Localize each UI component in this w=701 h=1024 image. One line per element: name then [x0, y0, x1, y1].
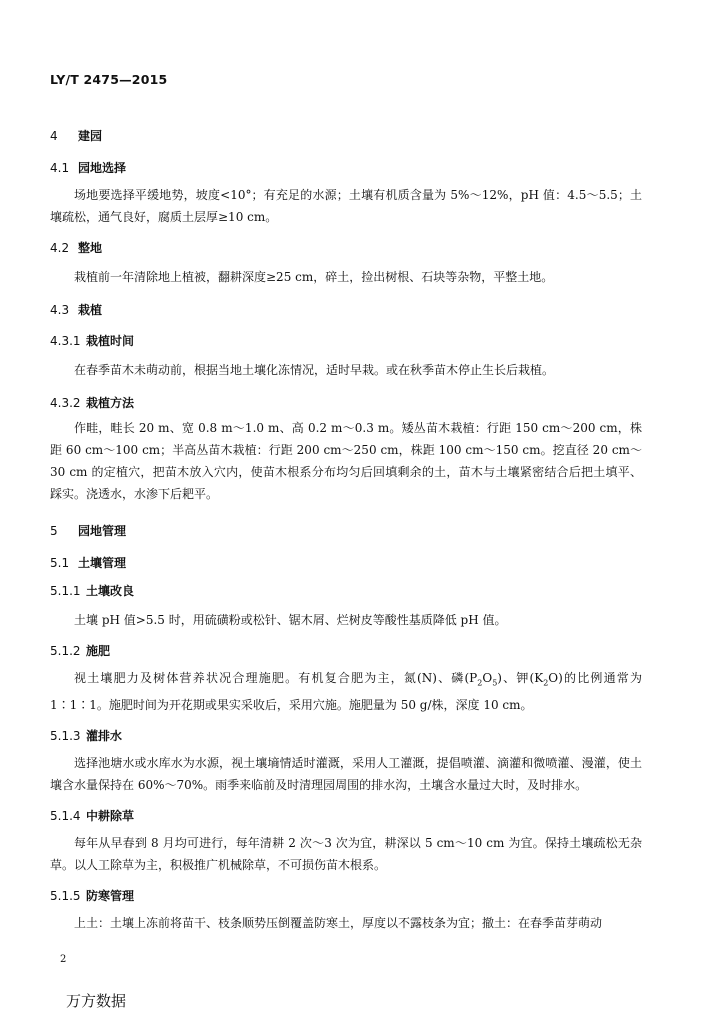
section-number: 4.2 — [50, 241, 70, 255]
section-heading-5-1-4 — [50, 808, 642, 824]
section-heading-4 — [50, 128, 642, 144]
section-number: 4.3.1 — [50, 334, 81, 348]
paragraph-5-1-1: 土壤 pH 值>5.5 时，用硫磺粉或松针、锯木屑、烂树皮等酸性基质降低 pH 值。 — [74, 613, 507, 627]
section-number: 4.1 — [50, 161, 70, 175]
paragraph-4-2: 栽植前一年清除地上植被，翻耕深度≥25 cm，碎土，捡出树根、石块等杂物，平整土地。 — [74, 270, 554, 284]
section-number: 4.3.2 — [50, 396, 81, 410]
subscript: 2 — [543, 678, 549, 688]
section-number: 5.1.1 — [50, 584, 81, 598]
standard-number-header: LY/T 2475—2015 — [50, 72, 168, 87]
section-title: 土壤管理 — [78, 556, 127, 570]
section-heading-5 — [50, 523, 642, 539]
paragraph-5-1-5: 上土：土壤上冻前将苗干、枝条顺势压倒覆盖防寒土，厚度以不露枝条为宜；撤土：在春季苗芽萌动 — [74, 916, 603, 931]
section-heading-4-1 — [50, 160, 642, 176]
watermark-text: 万方数据 — [66, 992, 127, 1010]
paragraph-4-1: 场地要选择平缓地势，坡度<10°；有充足的水源；土壤有机质含量为 5%～12%，pH 值：4.5～5.5；土壤疏松，通气良好，腐质土层厚≥10 cm。 — [50, 188, 642, 224]
section-heading-5-1-5 — [50, 888, 642, 904]
section-title: 中耕除草 — [86, 809, 135, 824]
section-number: 5.1.2 — [50, 644, 81, 658]
section-title: 建园 — [78, 129, 103, 143]
paragraph-text: )、钾(K — [497, 671, 544, 685]
section-heading-4-3 — [50, 302, 642, 318]
section-heading-4-2 — [50, 240, 642, 256]
paragraph-text: 视土壤肥力及树体营养状况合理施肥。有机复合肥为主，氮(N)、磷(P — [74, 671, 478, 685]
section-title: 施肥 — [86, 644, 111, 658]
subscript: 5 — [492, 678, 498, 688]
section-heading-5-1-1 — [50, 583, 642, 599]
section-number: 4 — [50, 129, 58, 143]
section-heading-5-1 — [50, 555, 642, 571]
paragraph-text: O)的比例通常为 1∶1∶1。施肥时间为开花期或果实采收后，采用穴施。施肥量为 50 g/株，深度 10 cm。 — [50, 671, 642, 713]
section-heading-4-3-1 — [50, 333, 642, 349]
paragraph-4-3-1: 在春季苗木未萌动前，根据当地土壤化冻情况，适时早栽。或在秋季苗木停止生长后栽植。 — [74, 363, 555, 377]
section-title: 整地 — [78, 241, 103, 255]
section-title: 土壤改良 — [86, 584, 135, 598]
section-title: 园地选择 — [78, 161, 127, 175]
section-number: 5.1.3 — [50, 729, 81, 744]
section-title: 防寒管理 — [86, 889, 135, 904]
section-heading-5-1-2 — [50, 643, 642, 659]
paragraph-text: O — [482, 671, 493, 685]
paragraph-5-1-3: 选择池塘水或水库水为水源，视土壤墒情适时灌溉，采用人工灌溉，提倡喷灌、滴灌和微喷灌、漫灌，使土壤含水量保持在 60%～70%。雨季来临前及时清理园周围的排水沟，土壤含水量过大时，及时排水。 — [50, 756, 642, 793]
section-title: 灌排水 — [86, 729, 123, 744]
paragraph-4-3-2: 作畦，畦长 20 m、宽 0.8 m～1.0 m、高 0.2 m～0.3 m。矮丛苗木栽植：行距 150 cm～200 cm，株距 60 cm～100 cm；半高丛苗木栽植：行距 200 cm～250 cm，株距 100 cm～150 cm。挖直径 20 cm～30 cm 的定植穴，把苗木放入穴内，使苗木根系分布均匀后回填剩余的土，苗木与土壤紧密结合后把土填平、踩实。浇透水，水渗下后耙平。 — [50, 421, 642, 501]
section-heading-5-1-3 — [50, 728, 642, 744]
section-title: 栽植时间 — [86, 334, 135, 348]
section-number: 5.1 — [50, 556, 70, 570]
section-number: 5.1.4 — [50, 809, 81, 824]
subscript: 2 — [477, 678, 483, 688]
document-body — [50, 118, 642, 934]
section-heading-4-3-2 — [50, 395, 642, 411]
section-title: 栽植方法 — [86, 396, 135, 410]
section-number: 5 — [50, 524, 58, 538]
section-title: 栽植 — [78, 303, 103, 317]
section-number: 5.1.5 — [50, 889, 81, 904]
section-number: 4.3 — [50, 303, 70, 317]
paragraph-5-1-2 — [50, 667, 642, 716]
paragraph-5-1-4: 每年从早春到 8 月均可进行，每年清耕 2 次～3 次为宜，耕深以 5 cm～10 cm 为宜。保持土壤疏松无杂草。以人工除草为主，积极推广机械除草，不可损伤苗木根系。 — [50, 836, 642, 873]
page-number: 2 — [60, 954, 67, 965]
section-title: 园地管理 — [78, 524, 127, 538]
